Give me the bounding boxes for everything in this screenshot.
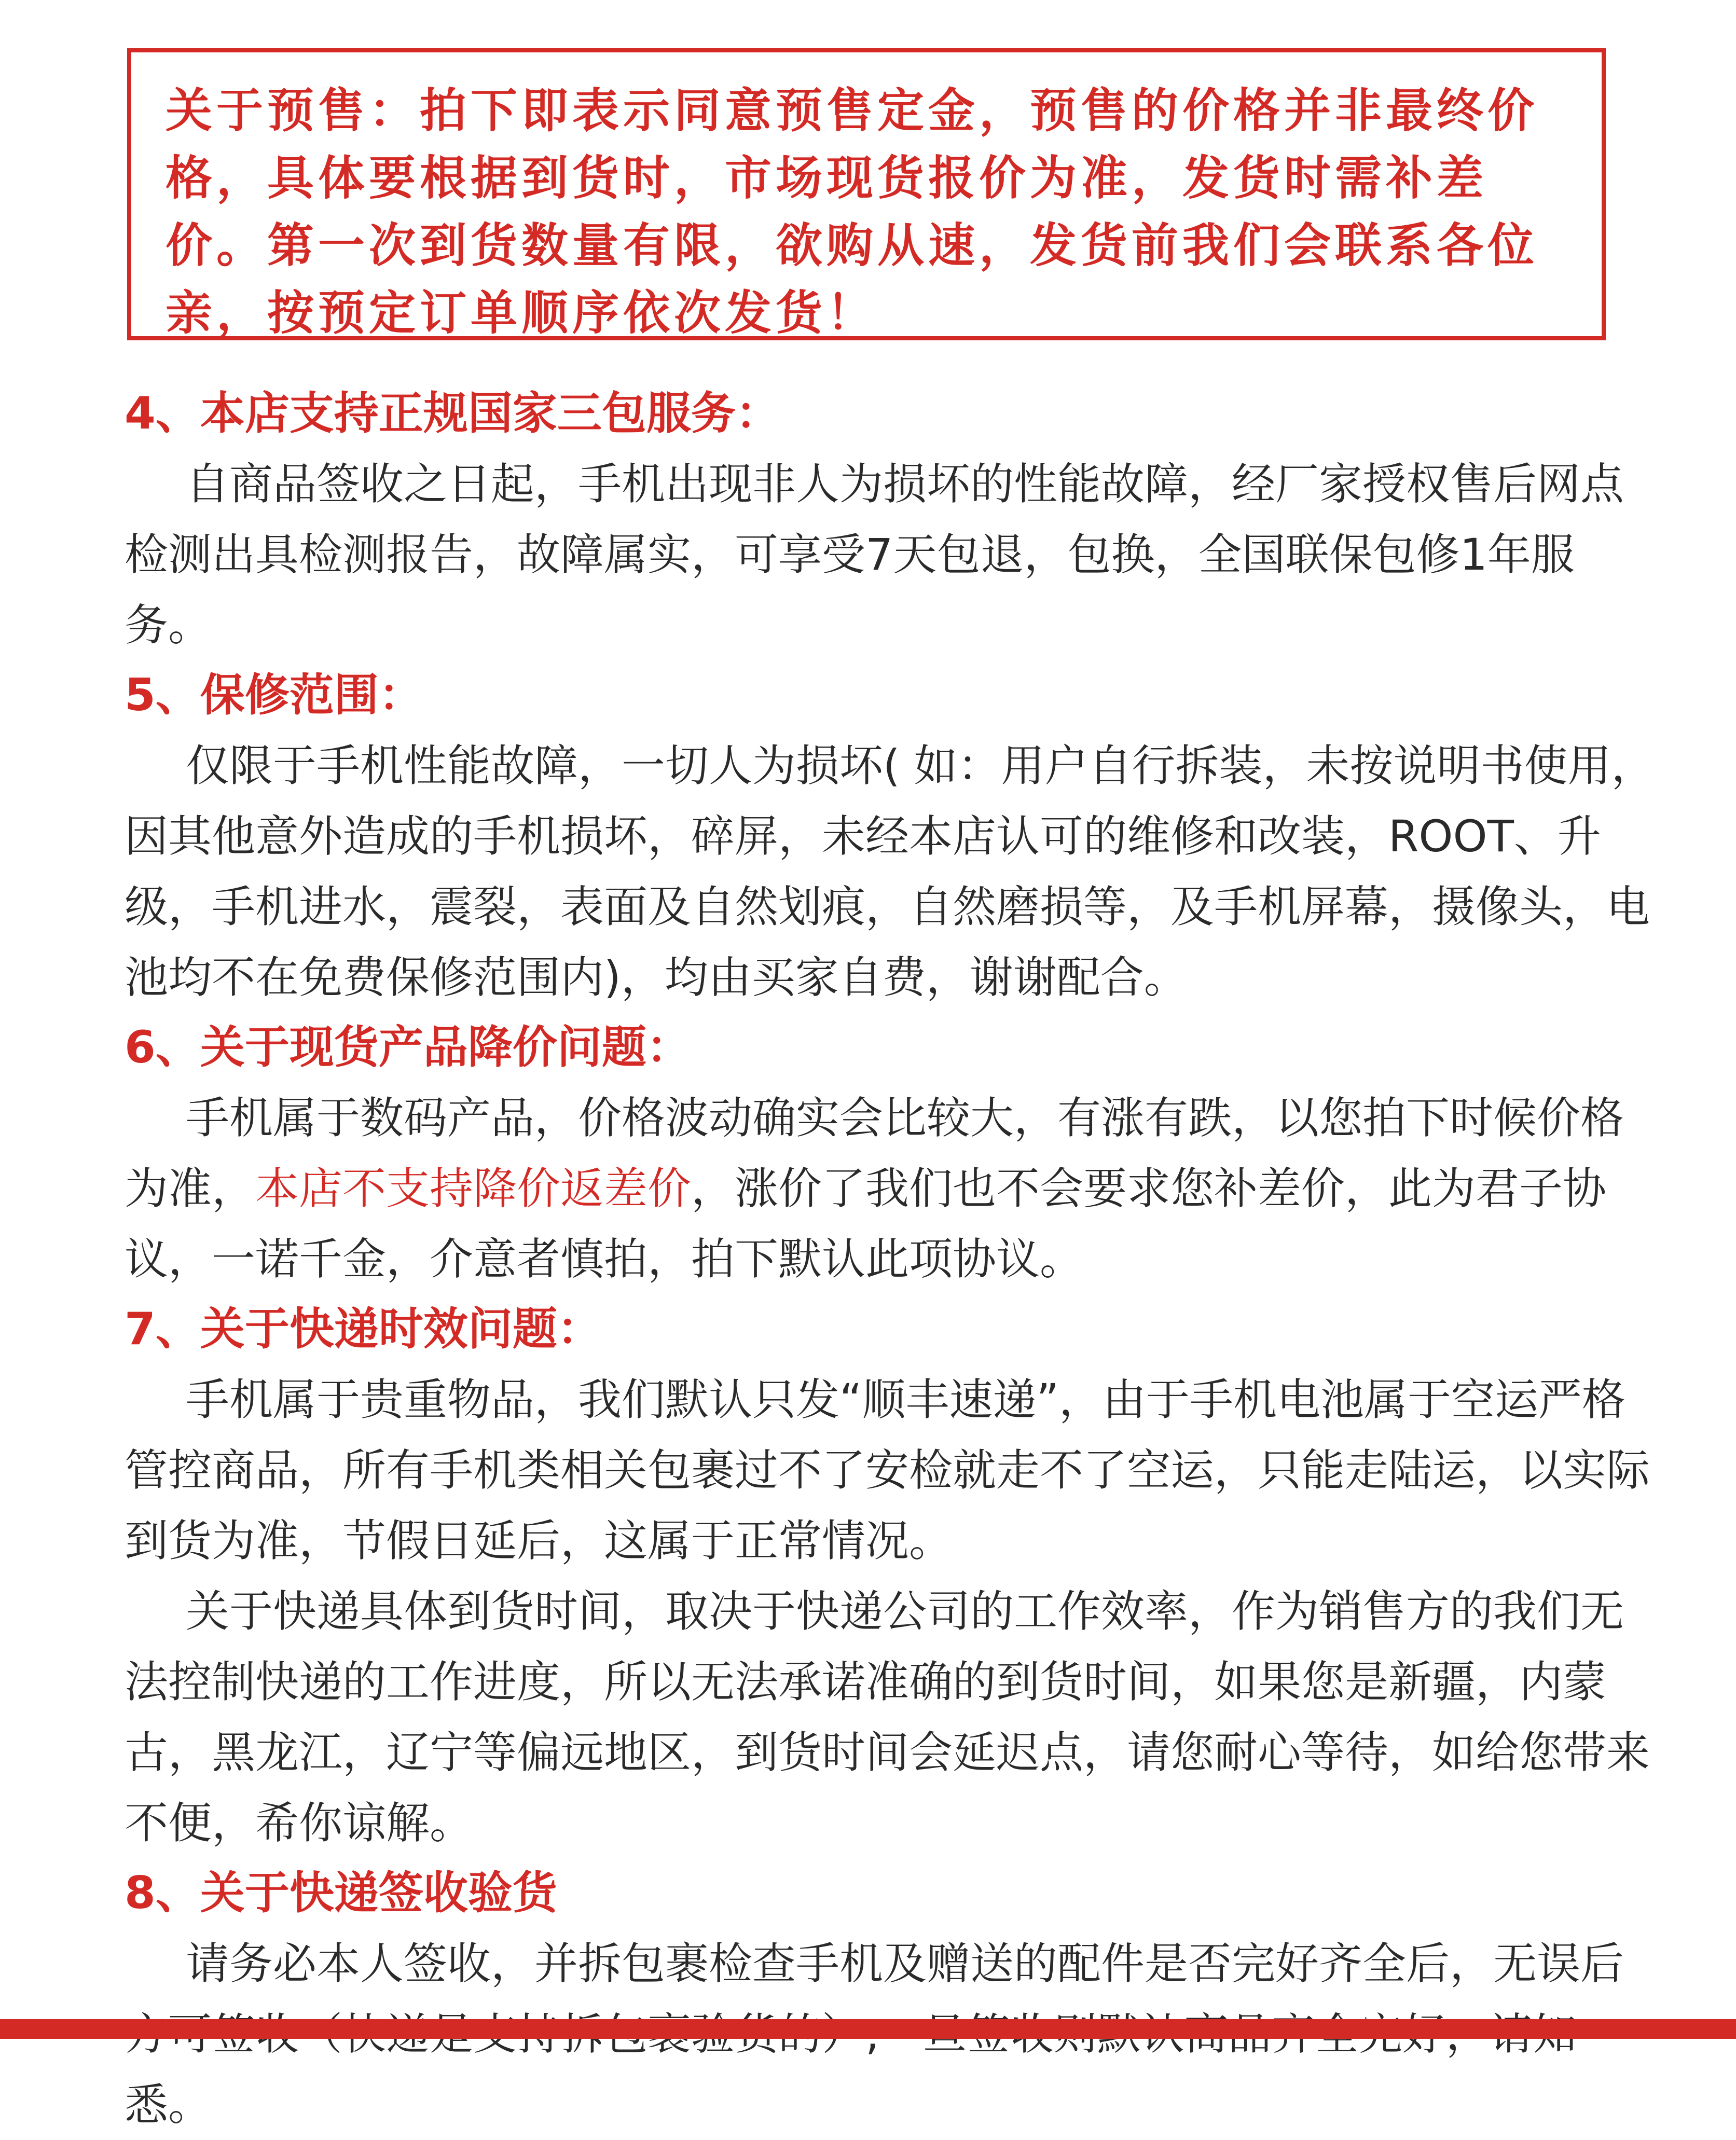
paragraph-text: ，涨价了我们也不会要求您补差价，此为君子协议，一诺千金，介意者慎拍，拍下默认此项协议。	[125, 1163, 1607, 1285]
section-paragraph: 手机属于贵重物品，我们默认只发“顺丰速递”，由于手机电池属于空运严格管控商品，所有手机类相关包裹过不了安检就走不了空运，只能走陆运，以实际到货为准，节假日延后，这属于正常情况。	[125, 1374, 1650, 1566]
presale-notice-text: 关于预售：拍下即表示同意预售定金，预售的价格并非最终价格，具体要根据到货时，市场现货报价为准，发货时需补差价。第一次到货数量有限，欲购从速，发货前我们会联系各位亲，按预定订单顺序依次发货！	[166, 84, 1538, 340]
section-delivery-time	[125, 1294, 1660, 1858]
policy-content	[125, 379, 1660, 2140]
section-heading: 7、关于快递时效问题：	[125, 1303, 602, 1355]
section-heading: 6、关于现货产品降价问题：	[125, 1021, 691, 1073]
no-price-refund-highlight: 本店不支持降价返差价	[255, 1163, 692, 1214]
bottom-divider-bar	[0, 2019, 1736, 2039]
paragraph-text: 手机属于数码产品，价格波动确实会比较大，有涨有跌，以您拍下时候价格为准，	[125, 1093, 1624, 1214]
section-paragraph: 请务必本人签收，并拆包裹检查手机及赠送的配件是否完好齐全后，无误后 悉。	[125, 1938, 1624, 2130]
section-heading: 8、关于快递签收验货	[125, 1867, 557, 1919]
section-heading: 5、保修范围：	[125, 669, 423, 721]
section-paragraph: 仅限于手机性能故障，一切人为损坏( 如：用户自行拆装，未按说明书使用，因其他意外造成的手机损坏，碎屏，未经本店认可的维修和改装，ROOT、升级，手机进水，震裂，表面及自然划痕，自然磨损等，及手机屏幕，摄像头，电池均不在免费保修范围内)，均由买家自费，谢谢配合。	[125, 740, 1655, 1003]
section-paragraph: 自商品签收之日起，手机出现非人为损坏的性能故障，经厂家授权售后网点检测出具检测报告，故障属实，可享受7天包退，包换，全国联保包修1年服务。	[125, 459, 1624, 651]
section-warranty-scope	[125, 660, 1660, 1013]
section-paragraph	[125, 1083, 1660, 1294]
section-price-drop	[125, 1013, 1660, 1294]
presale-notice-box	[127, 48, 1606, 340]
section-paragraph: 关于快递具体到货时间，取决于快递公司的工作效率，作为销售方的我们无法控制快递的工作进度，所以无法承诺准确的到货时间，如果您是新疆，内蒙古，黑龙江，辽宁等偏远地区，到货时间会延迟点，请您耐心等待，如给您带来不便，希你谅解。	[125, 1586, 1650, 1848]
section-warranty-service	[125, 379, 1660, 660]
section-delivery-inspection	[125, 1858, 1660, 2140]
section-heading: 4、本店支持正规国家三包服务：	[125, 388, 780, 439]
